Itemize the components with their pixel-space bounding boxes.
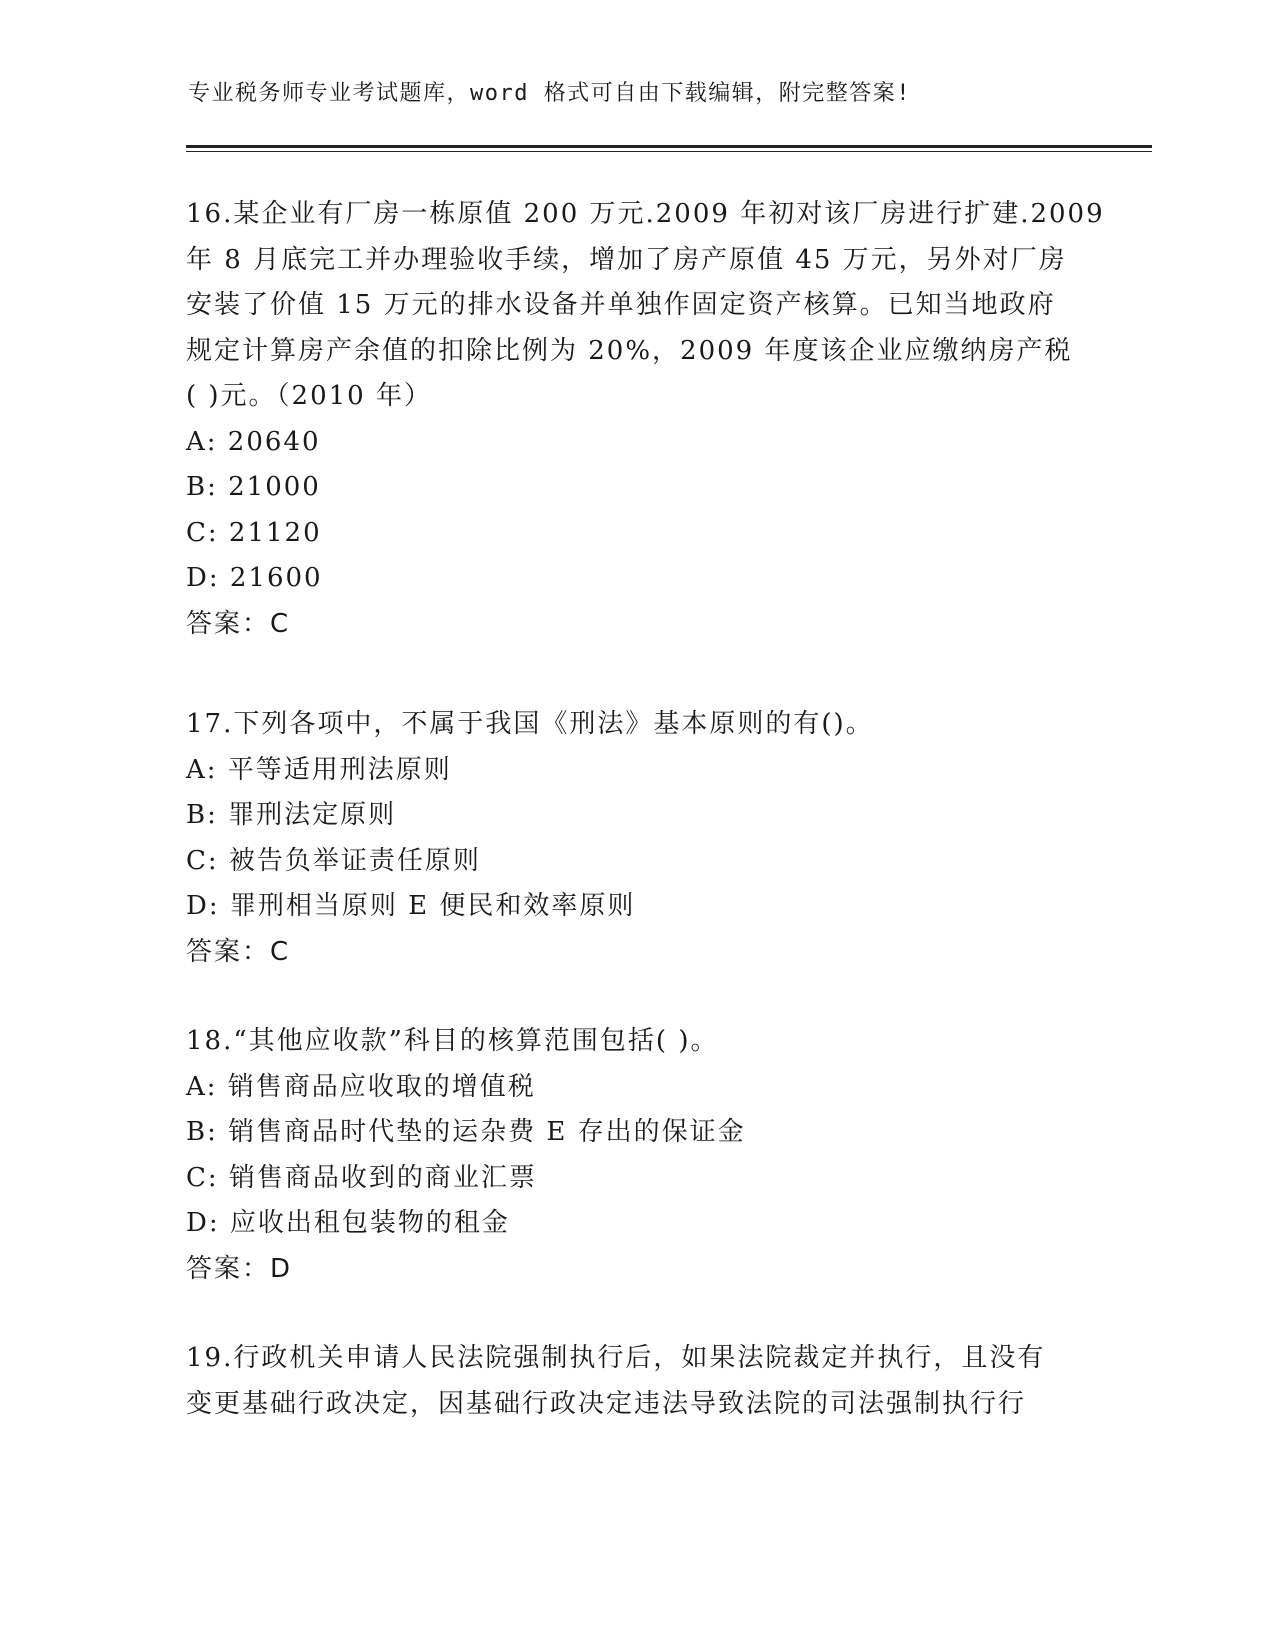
option-a: A: 销售商品应收取的增值税 bbox=[186, 1071, 536, 1102]
option-d: D: 罪刑相当原则 E 便民和效率原则 bbox=[186, 891, 636, 921]
answer-text: 答案：C bbox=[186, 608, 291, 639]
option-a: A: 20640 bbox=[186, 426, 321, 457]
option-d: D: 应收出租包装物的租金 bbox=[186, 1208, 510, 1238]
question-stem-line: 年 8 月底完工并办理验收手续，增加了房产原值 45 万元，另外对厂房 bbox=[186, 244, 1067, 275]
page-header: 专业税务师专业考试题库，word 格式可自由下载编辑，附完整答案! bbox=[188, 81, 911, 106]
header-rule-thin bbox=[186, 151, 1152, 152]
question-stem-line: 安装了价值 15 万元的排水设备并单独作固定资产核算。已知当地政府 bbox=[186, 290, 1056, 320]
question-stem-line: 16.某企业有厂房一栋原值 200 万元.2009 年初对该厂房进行扩建.2009 bbox=[186, 199, 1105, 229]
answer-text: 答案：C bbox=[186, 936, 291, 967]
option-c: C: 销售商品收到的商业汇票 bbox=[186, 1162, 537, 1193]
option-c: C: 被告负举证责任原则 bbox=[186, 845, 481, 876]
answer-text: 答案：D bbox=[186, 1253, 293, 1284]
question-stem-line: 变更基础行政决定，因基础行政决定违法导致法院的司法强制执行行 bbox=[186, 1388, 1027, 1419]
option-b: B: 21000 bbox=[186, 472, 321, 502]
option-d: D: 21600 bbox=[186, 563, 323, 593]
option-b: B: 销售商品时代垫的运杂费 E 存出的保证金 bbox=[186, 1117, 746, 1147]
option-b: B: 罪刑法定原则 bbox=[186, 800, 397, 830]
question-18 bbox=[186, 1019, 1086, 1292]
header-rule bbox=[186, 145, 1152, 148]
question-stem-line: ( )元。（2010 年） bbox=[186, 381, 432, 411]
question-19 bbox=[186, 1336, 1086, 1427]
question-16 bbox=[186, 192, 1105, 647]
question-stem-line: 18.“其他应收款”科目的核算范围包括( )。 bbox=[186, 1026, 719, 1056]
question-stem-line: 17.下列各项中，不属于我国《刑法》基本原则的有()。 bbox=[186, 709, 874, 739]
question-17 bbox=[186, 702, 1086, 975]
option-a: A: 平等适用刑法原则 bbox=[186, 754, 452, 785]
option-c: C: 21120 bbox=[186, 517, 322, 548]
question-stem-line: 19.行政机关申请人民法院强制执行后，如果法院裁定并执行，且没有 bbox=[186, 1343, 1046, 1373]
question-stem-line: 规定计算房产余值的扣除比例为 20%，2009 年度该企业应缴纳房产税 bbox=[186, 335, 1073, 366]
